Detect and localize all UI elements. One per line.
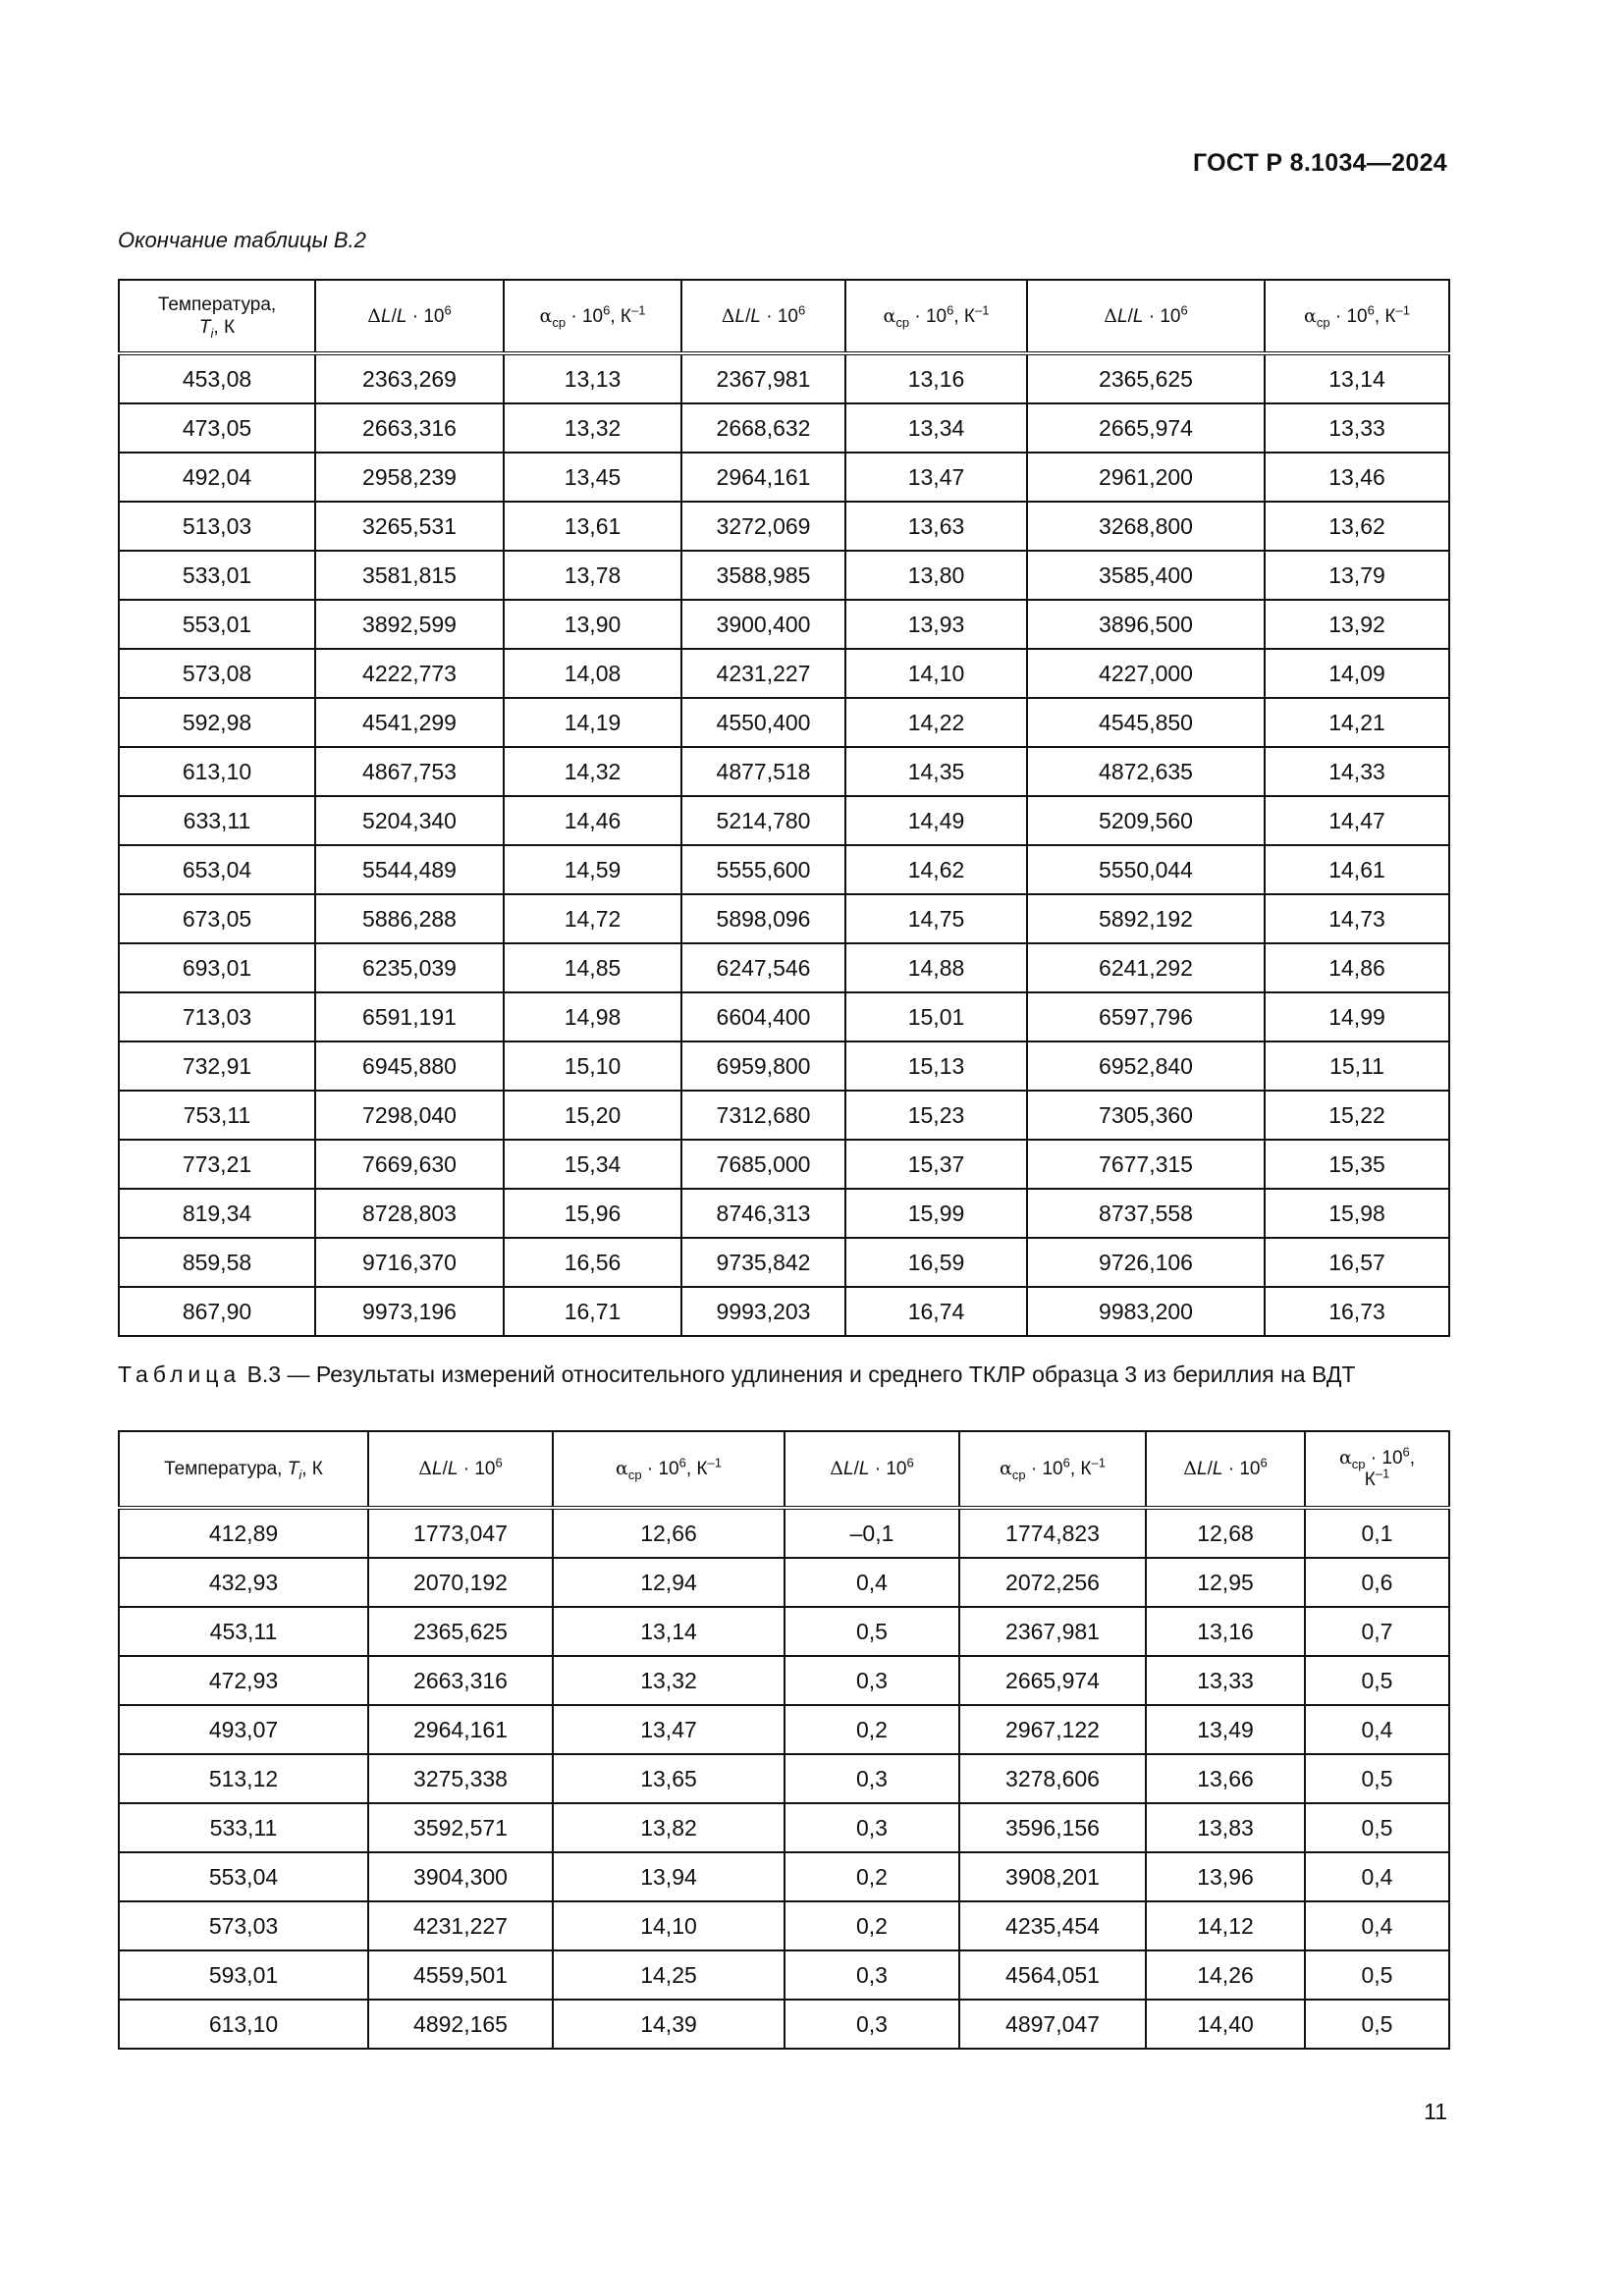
- table-cell: 773,21: [119, 1140, 315, 1189]
- table-cell: 15,34: [504, 1140, 681, 1189]
- table-cell: 6591,191: [315, 992, 504, 1041]
- table-cell: 8728,803: [315, 1189, 504, 1238]
- table-cell: 4545,850: [1027, 698, 1265, 747]
- table-cell: 14,35: [845, 747, 1027, 796]
- table-cell: 13,46: [1265, 453, 1449, 502]
- table-cell: 14,72: [504, 894, 681, 943]
- table-cell: 15,13: [845, 1041, 1027, 1091]
- table-cell: 14,62: [845, 845, 1027, 894]
- table-cell: 432,93: [119, 1558, 368, 1607]
- table-cell: 473,05: [119, 403, 315, 453]
- table-cell: 2663,316: [315, 403, 504, 453]
- table-cell: 2072,256: [959, 1558, 1146, 1607]
- table-cell: 0,1: [1305, 1508, 1449, 1558]
- table-header-row: [119, 1431, 1449, 1508]
- table-cell: 12,95: [1146, 1558, 1305, 1607]
- table-cell: 9993,203: [681, 1287, 845, 1336]
- table-cell: 3908,201: [959, 1852, 1146, 1901]
- table-cell: 13,83: [1146, 1803, 1305, 1852]
- table-cell: 14,39: [553, 2000, 785, 2049]
- table-cell: 13,94: [553, 1852, 785, 1901]
- header-elongation: $\Delta L/L \cdot 10^6$: [1146, 1431, 1305, 1508]
- table-cell: 613,10: [119, 747, 315, 796]
- table-cell: 14,19: [504, 698, 681, 747]
- table-cell: 2070,192: [368, 1558, 553, 1607]
- table-row: [119, 1558, 1449, 1607]
- table-cell: 14,12: [1146, 1901, 1305, 1950]
- header-elongation: $\Delta L/L \cdot 10^6$: [681, 280, 845, 353]
- table-cell: 6604,400: [681, 992, 845, 1041]
- table-cell: 15,11: [1265, 1041, 1449, 1091]
- table-cell: 2668,632: [681, 403, 845, 453]
- table-cell: 13,65: [553, 1754, 785, 1803]
- table-cell: 0,3: [785, 1656, 959, 1705]
- table-cell: 15,96: [504, 1189, 681, 1238]
- table-b3-caption: [118, 1360, 1448, 1389]
- table-cell: 3892,599: [315, 600, 504, 649]
- header-elongation: $\Delta L/L \cdot 10^6$: [1027, 280, 1265, 353]
- table-cell: 13,34: [845, 403, 1027, 453]
- header-elongation: $\Delta L/L \cdot 10^6$: [785, 1431, 959, 1508]
- table-cell: 5544,489: [315, 845, 504, 894]
- table-row: [119, 1656, 1449, 1705]
- table-row: [119, 453, 1449, 502]
- table-cell: 713,03: [119, 992, 315, 1041]
- table-cell: 14,98: [504, 992, 681, 1041]
- table-cell: 819,34: [119, 1189, 315, 1238]
- caption-prefix: Таблица: [118, 1362, 242, 1387]
- table-cell: 573,08: [119, 649, 315, 698]
- table-cell: 7298,040: [315, 1091, 504, 1140]
- table-cell: 732,91: [119, 1041, 315, 1091]
- table-cell: 13,16: [1146, 1607, 1305, 1656]
- table-cell: 2363,269: [315, 353, 504, 403]
- table-cell: 13,13: [504, 353, 681, 403]
- table-cell: 0,4: [1305, 1705, 1449, 1754]
- table-cell: 14,85: [504, 943, 681, 992]
- table-cell: 573,03: [119, 1901, 368, 1950]
- table-cell: 5892,192: [1027, 894, 1265, 943]
- table-cell: 4541,299: [315, 698, 504, 747]
- table-row: [119, 698, 1449, 747]
- table-cell: 14,49: [845, 796, 1027, 845]
- table-cell: 13,45: [504, 453, 681, 502]
- table-row: [119, 1287, 1449, 1336]
- table-cell: 2365,625: [368, 1607, 553, 1656]
- table-cell: 6952,840: [1027, 1041, 1265, 1091]
- table-cell: –0,1: [785, 1508, 959, 1558]
- table-cell: 2665,974: [1027, 403, 1265, 453]
- table-cell: 15,99: [845, 1189, 1027, 1238]
- table-cell: 753,11: [119, 1091, 315, 1140]
- table-cell: 513,12: [119, 1754, 368, 1803]
- table-cell: 13,61: [504, 502, 681, 551]
- table-cell: 13,93: [845, 600, 1027, 649]
- table-cell: 0,7: [1305, 1607, 1449, 1656]
- table-cell: 453,08: [119, 353, 315, 403]
- table-cell: 4872,635: [1027, 747, 1265, 796]
- table-cell: 8746,313: [681, 1189, 845, 1238]
- table-cell: 3904,300: [368, 1852, 553, 1901]
- table-row: [119, 1754, 1449, 1803]
- table-cell: 7312,680: [681, 1091, 845, 1140]
- header-cte: $\alpha_{ср} \cdot 10^6$, $К^{-1}$: [504, 280, 681, 353]
- table-cell: 2964,161: [368, 1705, 553, 1754]
- table-cell: 453,11: [119, 1607, 368, 1656]
- caption-text: В.3 — Результаты измерений относительного удлинения и среднего ТКЛР образца 3 из бериллия на ВДТ: [246, 1362, 1356, 1387]
- table-cell: 2663,316: [368, 1656, 553, 1705]
- table-b2-body: [119, 353, 1449, 1336]
- table-cell: 13,14: [553, 1607, 785, 1656]
- document-code: ГОСТ Р 8.1034—2024: [1192, 149, 1447, 177]
- table-row: [119, 502, 1449, 551]
- table-cell: 0,5: [1305, 1803, 1449, 1852]
- table-row: [119, 1189, 1449, 1238]
- table-cell: 14,10: [553, 1901, 785, 1950]
- table-cell: 1773,047: [368, 1508, 553, 1558]
- table-row: [119, 353, 1449, 403]
- table-cell: 0,3: [785, 1950, 959, 2000]
- table-cell: 15,35: [1265, 1140, 1449, 1189]
- table-cell: 5214,780: [681, 796, 845, 845]
- table-cell: 13,78: [504, 551, 681, 600]
- table-cell: 14,08: [504, 649, 681, 698]
- table-cell: 7677,315: [1027, 1140, 1265, 1189]
- table-cell: 3278,606: [959, 1754, 1146, 1803]
- table-cell: 14,40: [1146, 2000, 1305, 2049]
- table-cell: 592,98: [119, 698, 315, 747]
- table-cell: 3581,815: [315, 551, 504, 600]
- table-cell: 6945,880: [315, 1041, 504, 1091]
- table-cell: 4235,454: [959, 1901, 1146, 1950]
- table-cell: 14,99: [1265, 992, 1449, 1041]
- table-cell: 4559,501: [368, 1950, 553, 2000]
- table-cell: 0,4: [785, 1558, 959, 1607]
- table-cell: 2967,122: [959, 1705, 1146, 1754]
- table-cell: 513,03: [119, 502, 315, 551]
- table-b2: [118, 279, 1450, 1337]
- table-cell: 6241,292: [1027, 943, 1265, 992]
- table-cell: 693,01: [119, 943, 315, 992]
- table-cell: 14,25: [553, 1950, 785, 2000]
- header-temperature: Температура, $T_i$, К: [119, 1431, 368, 1508]
- table-cell: 6959,800: [681, 1041, 845, 1091]
- table-cell: 553,01: [119, 600, 315, 649]
- table-cell: 14,61: [1265, 845, 1449, 894]
- table-cell: 3900,400: [681, 600, 845, 649]
- table-cell: 593,01: [119, 1950, 368, 2000]
- table-cell: 613,10: [119, 2000, 368, 2049]
- table-cell: 0,3: [785, 1754, 959, 1803]
- table-cell: 2365,625: [1027, 353, 1265, 403]
- table-cell: 553,04: [119, 1852, 368, 1901]
- table-row: [119, 1508, 1449, 1558]
- table-cell: 13,32: [504, 403, 681, 453]
- table-cell: 492,04: [119, 453, 315, 502]
- table-cell: 15,37: [845, 1140, 1027, 1189]
- table-cell: 533,01: [119, 551, 315, 600]
- table-cell: 14,59: [504, 845, 681, 894]
- table-cell: 13,63: [845, 502, 1027, 551]
- table-b3-body: [119, 1508, 1449, 2049]
- table-cell: 4877,518: [681, 747, 845, 796]
- table-cell: 3265,531: [315, 502, 504, 551]
- table-cell: 859,58: [119, 1238, 315, 1287]
- table-cell: 2964,161: [681, 453, 845, 502]
- table-cell: 14,32: [504, 747, 681, 796]
- table-row: [119, 1091, 1449, 1140]
- table-cell: 14,46: [504, 796, 681, 845]
- table-cell: 8737,558: [1027, 1189, 1265, 1238]
- table-cell: 1774,823: [959, 1508, 1146, 1558]
- table-cell: 14,26: [1146, 1950, 1305, 2000]
- table-cell: 13,49: [1146, 1705, 1305, 1754]
- table-cell: 0,3: [785, 2000, 959, 2049]
- table-cell: 13,92: [1265, 600, 1449, 649]
- table-cell: 533,11: [119, 1803, 368, 1852]
- table-b3: [118, 1430, 1450, 2050]
- table-cell: 15,10: [504, 1041, 681, 1091]
- table-cell: 13,79: [1265, 551, 1449, 600]
- table-cell: 16,74: [845, 1287, 1027, 1336]
- table-row: [119, 1041, 1449, 1091]
- table-row: [119, 600, 1449, 649]
- table-row: [119, 845, 1449, 894]
- table-row: [119, 1803, 1449, 1852]
- table-cell: 3272,069: [681, 502, 845, 551]
- table-cell: 13,32: [553, 1656, 785, 1705]
- table-cell: 6235,039: [315, 943, 504, 992]
- table-cell: 13,33: [1146, 1656, 1305, 1705]
- table-cell: 867,90: [119, 1287, 315, 1336]
- table-cell: 13,33: [1265, 403, 1449, 453]
- table-row: [119, 1705, 1449, 1754]
- table-row: [119, 1852, 1449, 1901]
- table-cell: 673,05: [119, 894, 315, 943]
- table-cell: 14,09: [1265, 649, 1449, 698]
- table-cell: 14,73: [1265, 894, 1449, 943]
- table-cell: 4231,227: [368, 1901, 553, 1950]
- table-cell: 6247,546: [681, 943, 845, 992]
- table-cell: 7685,000: [681, 1140, 845, 1189]
- table-cell: 0,5: [1305, 2000, 1449, 2049]
- table-cell: 3896,500: [1027, 600, 1265, 649]
- table-cell: 15,01: [845, 992, 1027, 1041]
- table-cell: 13,14: [1265, 353, 1449, 403]
- table-cell: 0,2: [785, 1901, 959, 1950]
- table-row: [119, 1238, 1449, 1287]
- header-cte: $\alpha_{ср} \cdot 10^6$, $К^{-1}$: [553, 1431, 785, 1508]
- table-cell: 9983,200: [1027, 1287, 1265, 1336]
- table-cell: 16,59: [845, 1238, 1027, 1287]
- header-cte: $\alpha_{ср} \cdot 10^6$, $К^{-1}$: [845, 280, 1027, 353]
- table-row: [119, 649, 1449, 698]
- table-cell: 14,75: [845, 894, 1027, 943]
- table-cell: 7305,360: [1027, 1091, 1265, 1140]
- table-row: [119, 943, 1449, 992]
- table-cell: 16,71: [504, 1287, 681, 1336]
- table-cell: 14,88: [845, 943, 1027, 992]
- table-cell: 14,22: [845, 698, 1027, 747]
- table-cell: 14,21: [1265, 698, 1449, 747]
- page-number: 11: [1424, 2099, 1447, 2124]
- table-cell: 653,04: [119, 845, 315, 894]
- table-cell: 13,90: [504, 600, 681, 649]
- table-cell: 9726,106: [1027, 1238, 1265, 1287]
- table-cell: 5550,044: [1027, 845, 1265, 894]
- table-cell: 5555,600: [681, 845, 845, 894]
- table-row: [119, 1950, 1449, 2000]
- table-row: [119, 747, 1449, 796]
- table-row: [119, 1140, 1449, 1189]
- table-cell: 3585,400: [1027, 551, 1265, 600]
- table-cell: 2367,981: [681, 353, 845, 403]
- table-row: [119, 551, 1449, 600]
- table-cell: 4892,165: [368, 2000, 553, 2049]
- table-row: [119, 1607, 1449, 1656]
- table-cell: 3592,571: [368, 1803, 553, 1852]
- table-cell: 0,3: [785, 1803, 959, 1852]
- table-cell: 2665,974: [959, 1656, 1146, 1705]
- table-cell: 472,93: [119, 1656, 368, 1705]
- table-cell: 9973,196: [315, 1287, 504, 1336]
- table-cell: 12,68: [1146, 1508, 1305, 1558]
- table-cell: 12,94: [553, 1558, 785, 1607]
- table-cell: 0,5: [1305, 1950, 1449, 2000]
- table-cell: 0,4: [1305, 1852, 1449, 1901]
- table-continuation-label: Окончание таблицы В.2: [118, 228, 366, 252]
- header-elongation: $\Delta L/L \cdot 10^6$: [368, 1431, 553, 1508]
- table-cell: 5204,340: [315, 796, 504, 845]
- table-cell: 2958,239: [315, 453, 504, 502]
- table-cell: 15,22: [1265, 1091, 1449, 1140]
- table-row: [119, 403, 1449, 453]
- table-cell: 4227,000: [1027, 649, 1265, 698]
- table-cell: 13,66: [1146, 1754, 1305, 1803]
- table-cell: 0,2: [785, 1705, 959, 1754]
- table-cell: 0,5: [1305, 1656, 1449, 1705]
- table-cell: 633,11: [119, 796, 315, 845]
- table-cell: 13,82: [553, 1803, 785, 1852]
- table-cell: 12,66: [553, 1508, 785, 1558]
- table-cell: 0,2: [785, 1852, 959, 1901]
- table-cell: 9716,370: [315, 1238, 504, 1287]
- table-cell: 6597,796: [1027, 992, 1265, 1041]
- table-row: [119, 2000, 1449, 2049]
- table-cell: 15,20: [504, 1091, 681, 1140]
- table-cell: 3596,156: [959, 1803, 1146, 1852]
- table-cell: 14,10: [845, 649, 1027, 698]
- table-cell: 5898,096: [681, 894, 845, 943]
- table-cell: 493,07: [119, 1705, 368, 1754]
- table-row: [119, 796, 1449, 845]
- table-cell: 5209,560: [1027, 796, 1265, 845]
- table-cell: 0,5: [1305, 1754, 1449, 1803]
- table-cell: 9735,842: [681, 1238, 845, 1287]
- table-cell: 4564,051: [959, 1950, 1146, 2000]
- header-cte: $\alpha_{ср} \cdot 10^6$, $К^{-1}$: [1265, 280, 1449, 353]
- table-cell: 7669,630: [315, 1140, 504, 1189]
- table-cell: 13,47: [553, 1705, 785, 1754]
- table-row: [119, 1901, 1449, 1950]
- table-cell: 13,80: [845, 551, 1027, 600]
- table-cell: 0,5: [785, 1607, 959, 1656]
- table-cell: 4550,400: [681, 698, 845, 747]
- table-cell: 13,47: [845, 453, 1027, 502]
- table-cell: 3268,800: [1027, 502, 1265, 551]
- table-cell: 3275,338: [368, 1754, 553, 1803]
- table-cell: 2367,981: [959, 1607, 1146, 1656]
- table-cell: 15,98: [1265, 1189, 1449, 1238]
- table-cell: 412,89: [119, 1508, 368, 1558]
- table-cell: 0,4: [1305, 1901, 1449, 1950]
- header-cte: $\alpha_{ср} \cdot 10^6$, $К^{-1}$: [959, 1431, 1146, 1508]
- table-cell: 4231,227: [681, 649, 845, 698]
- table-cell: 4867,753: [315, 747, 504, 796]
- table-cell: 14,86: [1265, 943, 1449, 992]
- table-cell: 15,23: [845, 1091, 1027, 1140]
- header-cte: $\alpha_{ср} \cdot 10^6$, $К^{-1}$: [1305, 1431, 1449, 1508]
- table-cell: 14,33: [1265, 747, 1449, 796]
- header-temperature: Температура, $T_i$, К: [119, 280, 315, 353]
- table-cell: 16,56: [504, 1238, 681, 1287]
- table-cell: 16,57: [1265, 1238, 1449, 1287]
- table-cell: 13,62: [1265, 502, 1449, 551]
- table-cell: 3588,985: [681, 551, 845, 600]
- table-cell: 16,73: [1265, 1287, 1449, 1336]
- table-cell: 0,6: [1305, 1558, 1449, 1607]
- table-cell: 13,96: [1146, 1852, 1305, 1901]
- table-cell: 13,16: [845, 353, 1027, 403]
- table-cell: 14,47: [1265, 796, 1449, 845]
- table-cell: 5886,288: [315, 894, 504, 943]
- table-row: [119, 992, 1449, 1041]
- table-cell: 4222,773: [315, 649, 504, 698]
- table-cell: 2961,200: [1027, 453, 1265, 502]
- header-elongation: $\Delta L/L \cdot 10^6$: [315, 280, 504, 353]
- table-header-row: [119, 280, 1449, 353]
- table-row: [119, 894, 1449, 943]
- table-cell: 4897,047: [959, 2000, 1146, 2049]
